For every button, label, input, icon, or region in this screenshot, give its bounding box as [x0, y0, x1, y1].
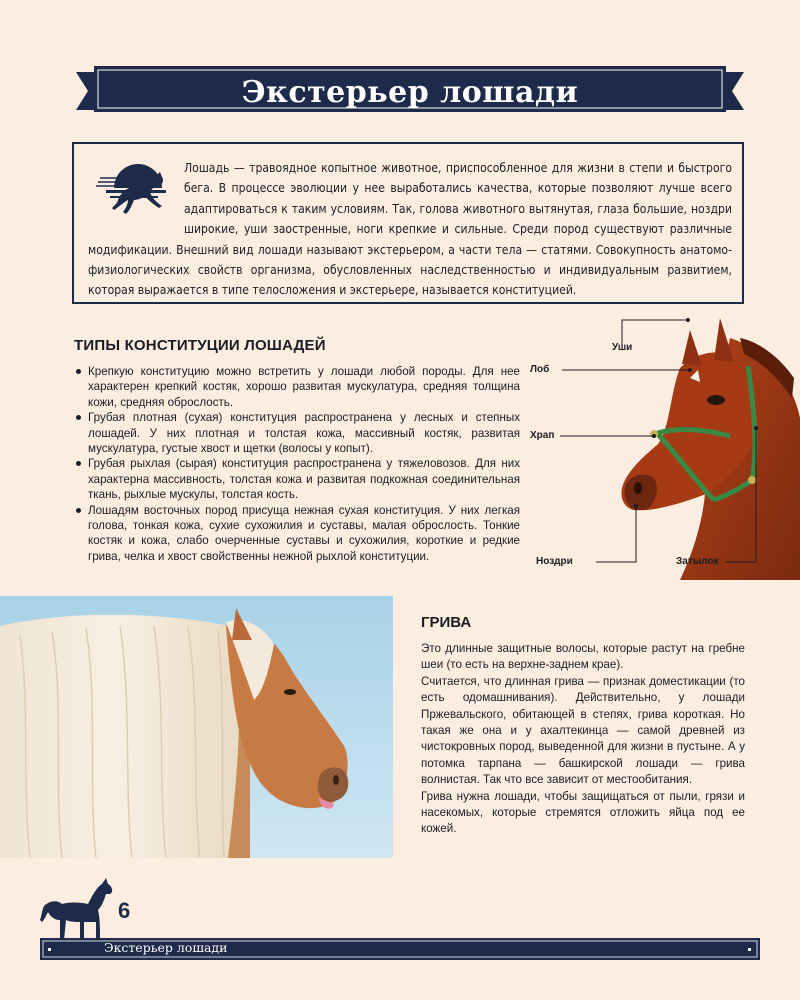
running-horse-icon — [92, 160, 176, 218]
mane-heading: ГРИВА — [421, 614, 472, 631]
mane-paragraph: Это длинные защитные волосы, которые растут на гребне шеи (то есть на верхне-заднем крае). — [421, 642, 745, 672]
intro-box — [72, 142, 744, 304]
page-number: 6 — [118, 898, 131, 923]
list-item: Грубая рыхлая (сырая) конституция распространена у тяжеловозов. Для них характерна массивность, толстая кожа и развитая подкожная соединительная ткань, рыхлые мускулы, толстая кость. — [74, 456, 520, 502]
constitution-heading: ТИПЫ КОНСТИТУЦИИ ЛОШАДЕЙ — [74, 337, 326, 354]
footer-section-title: Экстерьер лошади — [104, 940, 228, 955]
constitution-list — [74, 364, 520, 564]
intro-text: Лошадь — травоядное копытное животное, приспособленное для жизни в степи и быстрого бега. В процессе эволюции у нее выработались качества, которые позволяют лучше всего адаптироваться к таким условиям. Так, голова животного вытянутая, глаза большие, ноздри широкие, уши заостренные, ноги крепкие и сильные. Среди пород существуют различные модификации. Внешний вид лошади называют экстерьером, а части тела — статями. Совокупность анатомо-физиологических свойств организма, обусловленных наследственностью и индивидуальным развитием, которая выражается в типе телосложения и экстерьере, называется конституцией. — [88, 161, 732, 298]
standing-horse-icon — [40, 876, 116, 946]
title-banner — [76, 66, 744, 118]
horse-head-diagram — [530, 308, 800, 580]
label-nape: Затылок — [676, 556, 719, 567]
list-item: Крепкую конституцию можно встретить у лошади любой породы. Для нее характерен крепкий костяк, хорошо развитая мускулатура, средняя толщина кожи, средняя оброслость. — [74, 364, 520, 410]
label-nostrils: Ноздри — [536, 556, 573, 567]
list-item: Лошадям восточных пород присуща нежная сухая конституция. У них легкая голова, тонкая кожа, сухие сухожилия и суставы, малая оброслость. Тонкие костяк и кожа, слабо очерченные суставы и сухожилия, короткие и редкие грива, челка и хвост свойственны нежной рыхлой конституции. — [74, 503, 520, 565]
label-ears: Уши — [612, 342, 633, 353]
label-forehead: Лоб — [530, 364, 550, 375]
horse-head-illustration — [530, 308, 800, 580]
long-mane-horse-illustration — [0, 596, 393, 858]
intro-paragraph — [88, 158, 732, 301]
label-snore: Храп — [530, 430, 555, 441]
page-title: Экстерьер лошади — [241, 74, 579, 110]
mane-text — [421, 641, 745, 838]
mane-paragraph: Грива нужна лошади, чтобы защищаться от пыли, грязи и насекомых, которые стремятся отложить яйца под ее кожей. — [421, 789, 745, 836]
mane-photo — [0, 596, 393, 858]
mane-paragraph: Считается, что длинная грива — признак доместикации (то есть одомашнивания). Действительно, у лошади Пржевальского, обитающей в степях, грива короткая. Но такая же она и у ахалтекинца — самой древней из чистокровных пород, выведенной для жизни в пустыне. А у потомка тарпана — башкирской лошади — грива волнистая. Так что все зависит от местообитания. — [421, 674, 745, 787]
list-item: Грубая плотная (сухая) конституция распространена у лесных и степных лошадей. У них плотная и толстая кожа, массивный костяк, развитая мускулатура, густые хвост и щетки (волосы у копыт). — [74, 410, 520, 456]
